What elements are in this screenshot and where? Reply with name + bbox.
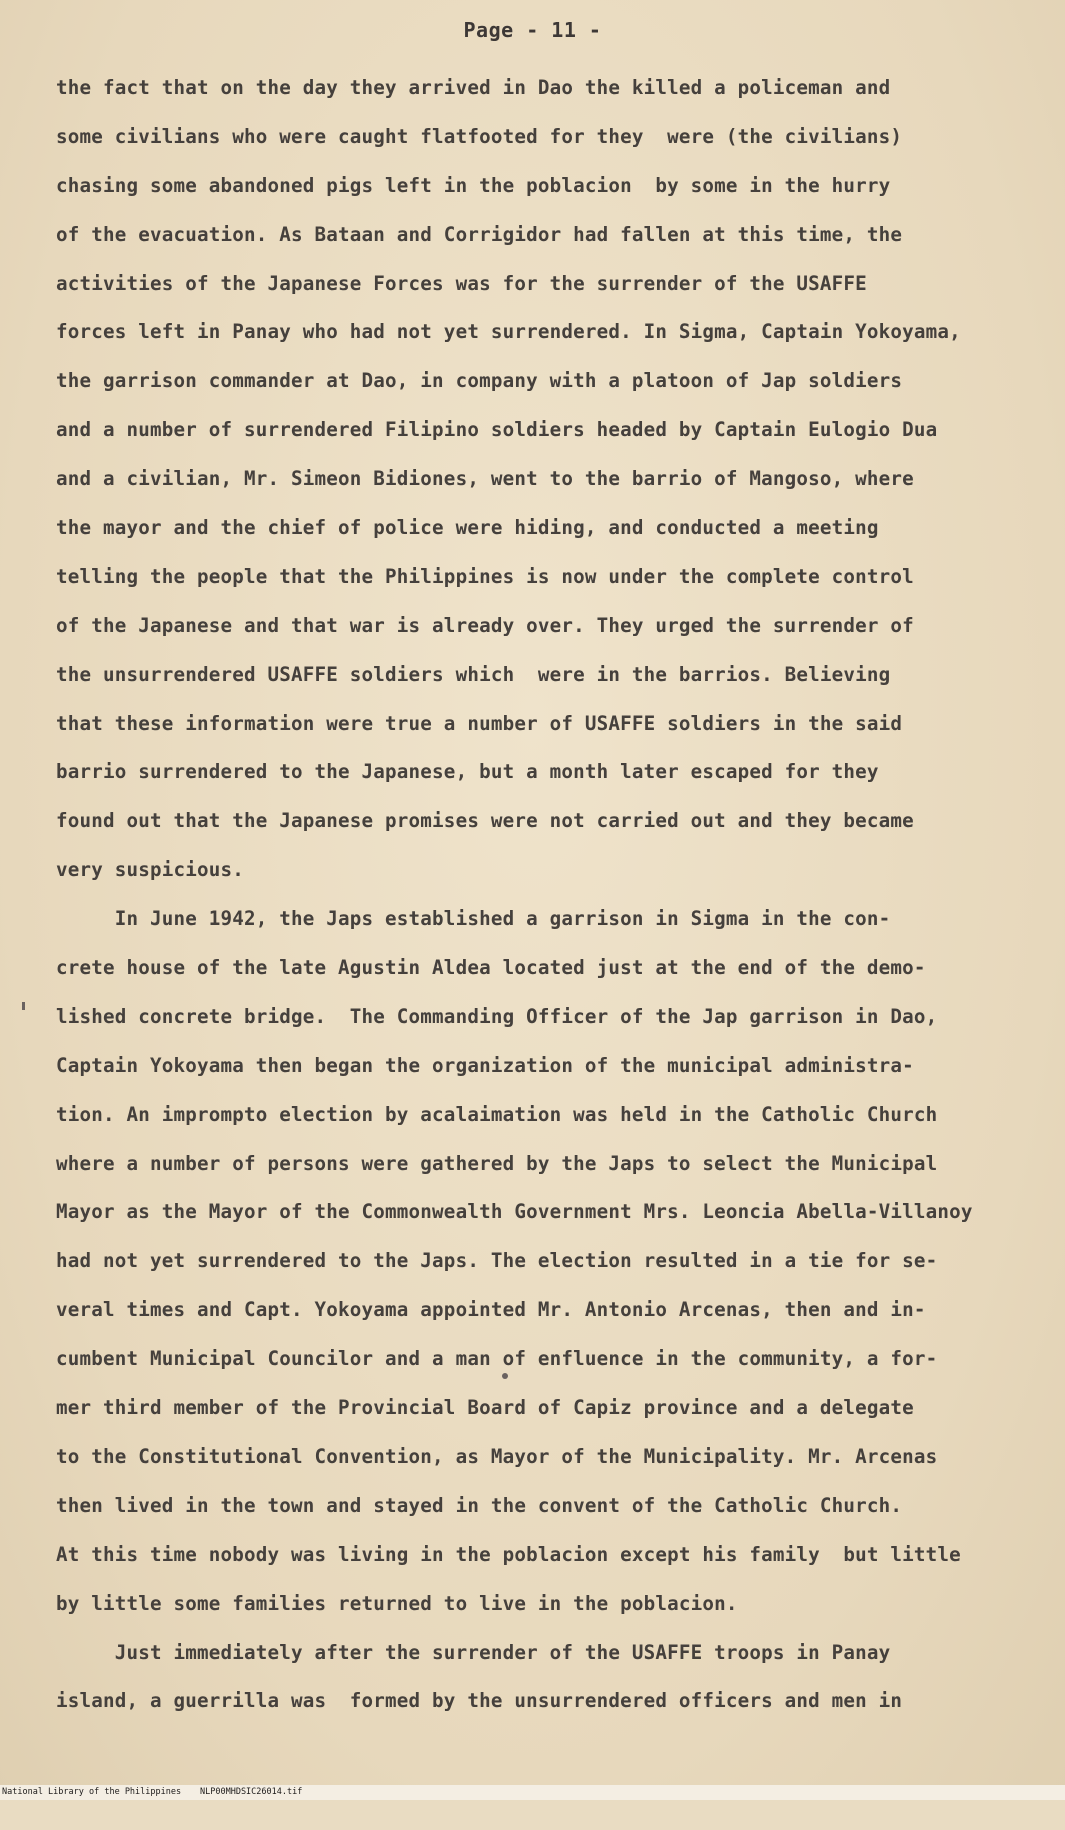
text-line: Mayor as the Mayor of the Commonwealth Government Mrs. Leoncia Abella-Villanoy — [56, 1200, 973, 1224]
ink-speck — [22, 1002, 25, 1010]
text-line: At this time nobody was living in the poblacion except his family but little — [56, 1542, 961, 1566]
text-line: of the Japanese and that war is already over. They urged the surrender of — [56, 613, 914, 637]
text-line: that these information were true a number of USAFFE soldiers in the said — [56, 711, 903, 735]
text-line: the unsurrendered USAFFE soldiers which were in the barrios. Believing — [56, 662, 891, 686]
text-line: tion. An imprompto election by acalaimation was held in the Catholic Church — [56, 1102, 938, 1126]
text-line: crete house of the late Agustin Aldea located just at the end of the demo- — [56, 956, 926, 980]
text-line: lished concrete bridge. The Commanding Officer of the Jap garrison in Dao, — [56, 1004, 938, 1028]
text-line: island, a guerrilla was formed by the unsurrendered officers and men in — [56, 1689, 903, 1713]
text-line: cumbent Municipal Councilor and a man of enfluence in the community, a for- — [56, 1347, 938, 1371]
text-line: some civilians who were caught flatfooted for they were (the civilians) — [56, 124, 903, 148]
page-number-header: Page - 11 - — [463, 18, 602, 42]
text-line: the mayor and the chief of police were hiding, and conducted a meeting — [56, 516, 879, 540]
text-line: then lived in the town and stayed in the convent of the Catholic Church. — [56, 1493, 903, 1517]
text-line: In June 1942, the Japs established a garrison in Sigma in the con- — [56, 907, 891, 931]
text-line: Captain Yokoyama then began the organization of the municipal administra- — [56, 1053, 914, 1077]
text-line: telling the people that the Philippines is now under the complete control — [56, 564, 914, 588]
text-line: chasing some abandoned pigs left in the poblacion by some in the hurry — [56, 173, 891, 197]
scan-footer — [0, 1785, 1065, 1800]
text-line: barrio surrendered to the Japanese, but a month later escaped for they — [56, 760, 879, 784]
text-line: and a civilian, Mr. Simeon Bidiones, went to the barrio of Mangoso, where — [56, 467, 914, 491]
typed-body-text — [56, 64, 1016, 1726]
text-line: the garrison commander at Dao, in company with a platoon of Jap soldiers — [56, 369, 903, 393]
ink-dot — [502, 1373, 508, 1379]
text-line: veral times and Capt. Yokoyama appointed Mr. Antonio Arcenas, then and in- — [56, 1298, 926, 1322]
text-line: forces left in Panay who had not yet surrendered. In Sigma, Captain Yokoyama, — [56, 320, 961, 344]
text-line: very suspicious. — [56, 858, 245, 882]
text-line: mer third member of the Provincial Board of Capiz province and a delegate — [56, 1396, 914, 1420]
footer-filename: NLP00MHDSIC26014.tif — [200, 1787, 303, 1797]
footer-library-name: National Library of the Philippines — [2, 1787, 182, 1797]
text-line: and a number of surrendered Filipino soldiers headed by Captain Eulogio Dua — [56, 418, 938, 442]
text-line: to the Constitutional Convention, as Mayor of the Municipality. Mr. Arcenas — [56, 1444, 938, 1468]
text-line: where a number of persons were gathered by the Japs to select the Municipal — [56, 1151, 938, 1175]
text-line: had not yet surrendered to the Japs. The election resulted in a tie for se- — [56, 1249, 938, 1273]
text-line: of the evacuation. As Bataan and Corrigidor had fallen at this time, the — [56, 222, 903, 246]
text-line: found out that the Japanese promises were not carried out and they became — [56, 809, 914, 833]
text-line: activities of the Japanese Forces was for the surrender of the USAFFE — [56, 271, 867, 295]
text-line: by little some families returned to live in the poblacion. — [56, 1591, 738, 1615]
text-line: Just immediately after the surrender of the USAFFE troops in Panay — [56, 1640, 891, 1664]
text-line: the fact that on the day they arrived in Dao the killed a policeman and — [56, 76, 891, 99]
